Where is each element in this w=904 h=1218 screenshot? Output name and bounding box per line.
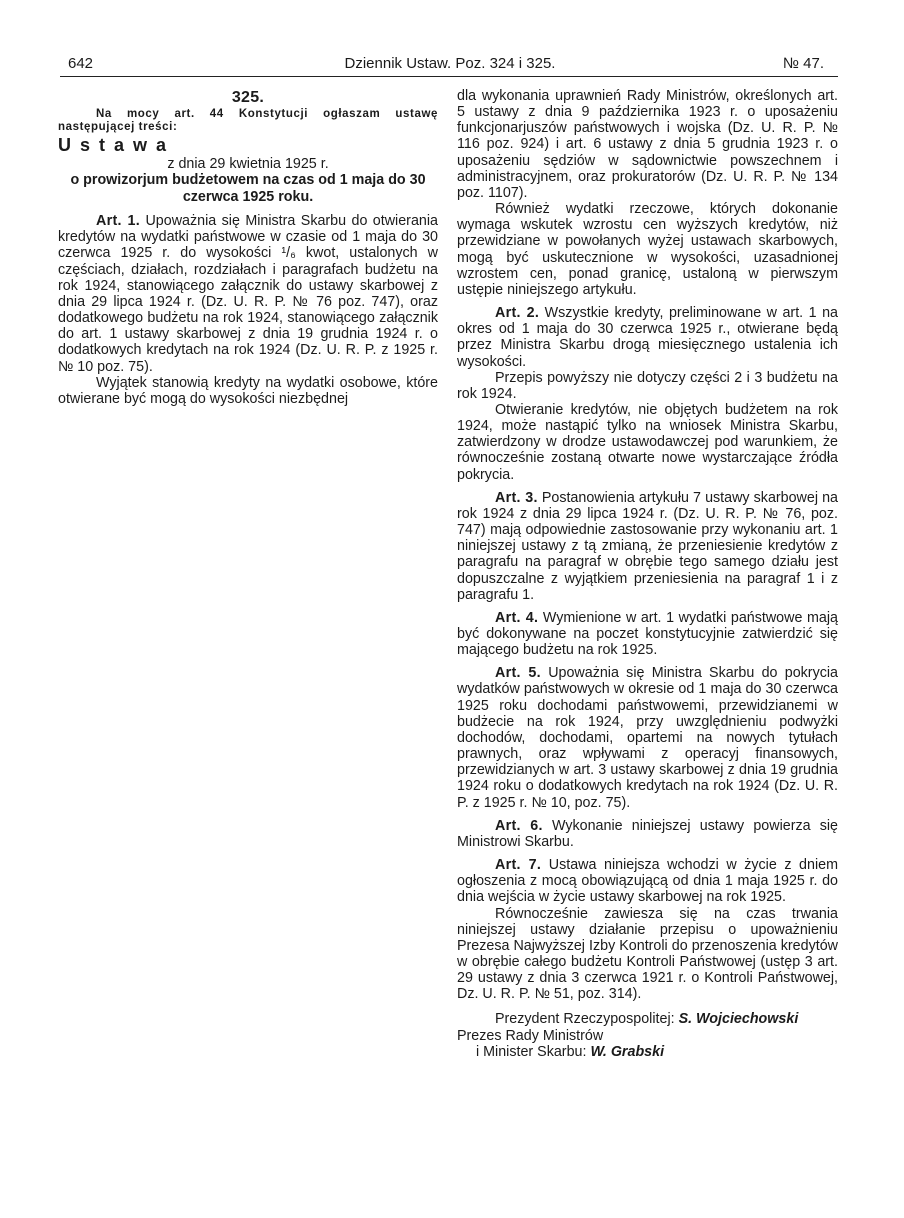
article-1-label: Art. 1. <box>96 213 141 230</box>
article-4 <box>457 610 838 658</box>
issue-number: № 47. <box>782 55 824 72</box>
article-2-label: Art. 2. <box>495 305 540 322</box>
article-1-text: Upoważnia się Ministra Skarbu do otwierania kredytów na wydatki państwowe w czasie od 1 maja do 30 czerwca 1925 r. do wysokości ¹/₆ kwot, ustalonych w częściach, działach, rozdziałach i paragrafach budżetu na rok 1924, stanowiącego załącznik do ustawy skarbowej z dnia 29 lipca 1924 r. (Dz. U. R. P. № 76 poz. 747), oraz dodatkowego budżetu na rok 1924, stanowiącego załącznik do art. 1 ustawy skarbowej z dnia 19 grudnia 1924 r. o dodatkowych kredytach na rok 1924 (Dz. U. R. P. z 1925 r. № 10 poz. 75). <box>58 213 438 375</box>
article-1-paragraph-2-continued: dla wykonania uprawnień Rady Ministrów, określonych art. 5 ustawy z dnia 9 października 1923 r. o uposażeniu funkcjonarjuszów państwowych i wojska (Dz. U. R. P. № 116 poz. 924) i art. 6 ustawy z dnia 5 grudnia 1923 r. o uposażeniu sędziów w sądownictwie powszechnem i administracyjnem, oraz prokuratorów (Dz. U. R. P. № 134 poz. 1107). <box>457 88 838 201</box>
article-7-paragraph-2: Równocześnie zawiesza się na czas trwania niniejszej ustawy działanie przepisu o upoważnieniu Prezesa Najwyższej Izby Kontroli do przenoszenia kredytów w obrębie całego budżetu Kontroli Państwowej (ustęp 3 art. 29 ustawy z dnia 3 czerwca 1921 r. o Kontroli Państwowej, Dz. U. R. P. № 51, poz. 314). <box>457 905 838 1003</box>
article-2-paragraph-3: Otwieranie kredytów, nie objętych budżetem na rok 1924, może nastąpić tylko na wniosek Ministra Skarbu, zatwierdzony w drodze ustawodawczej pod warunkiem, że równocześnie zostaną otwarte nowe wystarczające źródła pokrycia. <box>457 401 838 483</box>
page-number: 642 <box>68 55 94 72</box>
article-5 <box>457 665 838 810</box>
article-4-text: Wymienione w art. 1 wydatki państwowe mają być dokonywane na poczet konstytucyjnie zatwierdzić się mającego budżetu na rok 1925. <box>457 609 838 659</box>
article-3 <box>457 490 838 603</box>
header-rule <box>60 76 838 77</box>
preamble: Na mocy art. 44 Konstytucji ogłaszam ustawę następującej treści: <box>58 108 438 133</box>
article-3-label: Art. 3. <box>495 489 538 506</box>
article-7-text: Ustawa niniejsza wchodzi w życie z dniem ogłoszenia z mocą obowiązującą od dnia 1 maja 1925 r. do dnia wejścia w życie ustawy skarbowej na rok 1925. <box>457 857 838 906</box>
article-1-paragraph-2: Wyjątek stanowią kredyty na wydatki osobowe, które otwierane być mogą do wysokości niezbędnej <box>58 374 438 407</box>
article-2 <box>457 305 838 370</box>
signature-minister-role: i Minister Skarbu: <box>476 1043 587 1060</box>
signature-president-name: S. Wojciechowski <box>678 1011 799 1028</box>
signature-president-role: Prezydent Rzeczypospolitej: <box>495 1011 675 1028</box>
article-1-paragraph-3: Również wydatki rzeczowe, których dokonanie wymaga wskutek wzrostu cen wyższych kredytów, niż przewidziane w powołanych wyżej ustawach skarbowych, mogą być uskutecznione w wysokości, uzasadnionej wzrostem cen, ponad granicę, ustaloną w pierwszym ustępie niniejszego artykułu. <box>457 201 838 298</box>
article-5-text: Upoważnia się Ministra Skarbu do pokrycia wydatków państwowych w okresie od 1 maja do 30 czerwca 1925 roku dochodami państwowemi, przewidzianemi w budżecie na rok 1924, przy uwzględnieniu podwyżki dochodów, dochodami, opartemi na nowych tytułach prawnych, oraz wpływami z operacyj finansowych, przewidzianych w art. 3 ustawy skarbowej z dnia 19 grudnia 1924 roku o dodatkowych kredytach na rok 1924 (Dz. U. R. P. z 1925 r. № 10, poz. 75). <box>457 665 838 811</box>
article-6-label: Art. 6. <box>495 817 543 834</box>
right-column <box>457 88 838 1060</box>
article-7 <box>457 857 838 905</box>
left-column <box>58 88 438 407</box>
article-1 <box>58 213 438 375</box>
article-6 <box>457 818 838 850</box>
position-number: 325. <box>231 89 265 106</box>
journal-title: Dziennik Ustaw. Poz. 324 i 325. <box>344 55 556 72</box>
article-4-label: Art. 4. <box>495 609 539 626</box>
ustawa-subject: o prowizorjum budżetowem na czas od 1 maja do 30 czerwca 1925 roku. <box>70 172 426 205</box>
ustawa-title: Ustawa <box>58 135 176 155</box>
article-5-label: Art. 5. <box>495 665 541 682</box>
ustawa-date: z dnia 29 kwietnia 1925 r. <box>167 156 329 172</box>
signature-minister-name: W. Grabski <box>590 1043 665 1060</box>
article-3-text: Postanowienia artykułu 7 ustawy skarbowej na rok 1924 z dnia 29 lipca 1924 r. (Dz. U. R. P. № 76, poz. 747) mają odpowiednie zastosowanie przy wykonaniu art. 1 niniejszej ustawy z tą zmianą, że przeniesienie kredytów z paragrafu na paragraf w obrębie tego samego działu jest dopuszczalne z wyjątkiem przeniesienia na paragraf 1 i z paragrafu 1. <box>457 489 838 603</box>
article-6-text: Wykonanie niniejszej ustawy powierza się Ministrowi Skarbu. <box>457 817 839 850</box>
article-2-paragraph-2: Przepis powyższy nie dotyczy części 2 i 3 budżetu na rok 1924. <box>457 369 838 402</box>
article-7-label: Art. 7. <box>495 857 542 874</box>
article-2-text: Wszystkie kredyty, preliminowane w art. 1 na okres od 1 maja do 30 czerwca 1925 r., otwierane będą przez Ministra Skarbu drogą miesięcznego ustalenia ich wysokości. <box>457 305 838 370</box>
signature-president <box>457 1011 838 1027</box>
signature-prime-minister <box>457 1044 838 1060</box>
signature-prime-minister-role: Prezes Rady Ministrów <box>457 1027 604 1044</box>
